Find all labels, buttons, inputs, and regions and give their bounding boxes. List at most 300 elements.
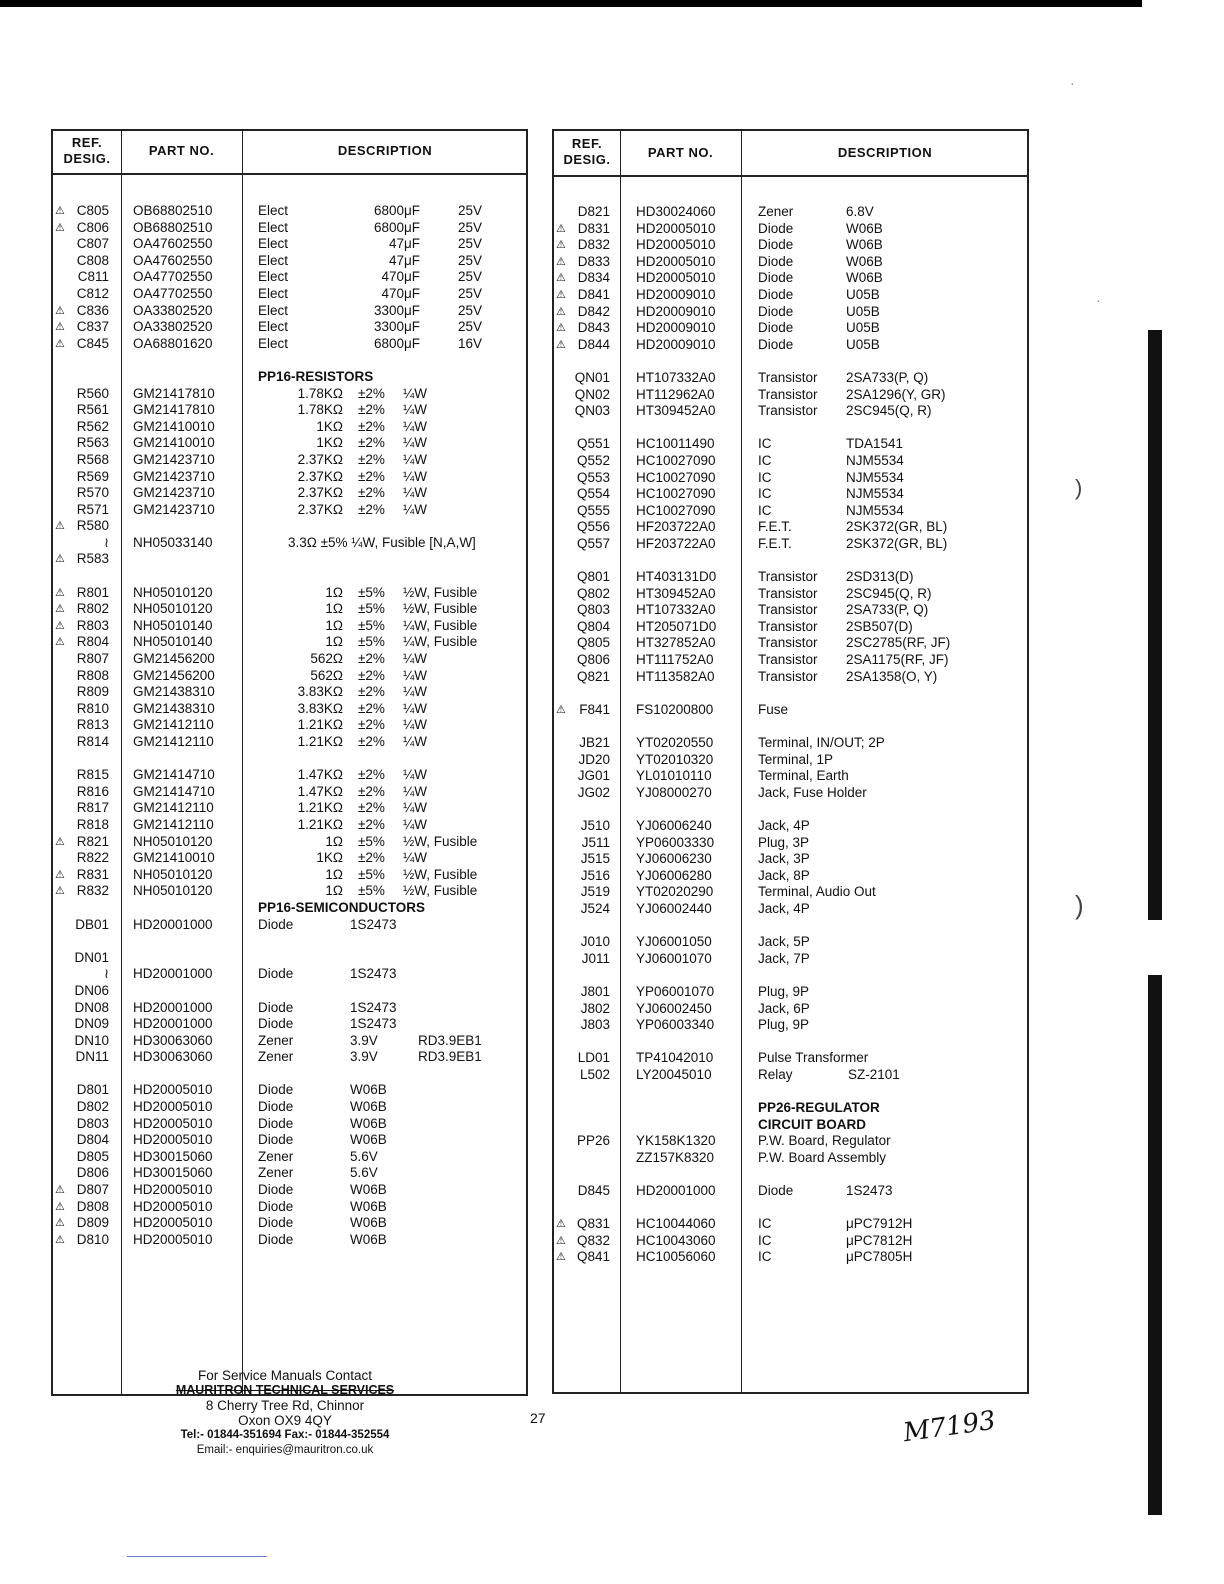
cell-part: HD20005010 <box>133 1198 213 1214</box>
table-row <box>554 669 1027 686</box>
cell-part: OA33802520 <box>133 302 213 318</box>
cell-ref: DN01 <box>74 949 109 965</box>
warning-triangle-icon: ⚠ <box>55 553 65 566</box>
cell-part: HT327852A0 <box>636 635 716 651</box>
table-row <box>53 834 526 851</box>
cell-w: ¼W <box>403 800 428 816</box>
cell-d3: 25V <box>458 319 483 335</box>
table-row <box>53 983 526 1000</box>
cell-ref: QN03 <box>574 403 610 419</box>
warning-triangle-icon: ⚠ <box>556 1251 566 1264</box>
table-row <box>554 436 1027 453</box>
table-row <box>53 867 526 884</box>
table-row <box>554 868 1027 885</box>
cell-part: HD20009010 <box>636 286 716 302</box>
table-row <box>554 453 1027 470</box>
warning-triangle-icon: ⚠ <box>55 868 65 881</box>
cell-part: NH05010120 <box>133 866 213 882</box>
scan-edge-bar <box>1148 330 1162 920</box>
cell-t: ±2% <box>358 850 385 866</box>
cell-d2: 470μF <box>381 269 420 285</box>
cell-full: Jack, Fuse Holder <box>758 784 867 800</box>
warning-triangle-icon: ⚠ <box>55 636 65 649</box>
table-row <box>554 536 1027 553</box>
table-row <box>53 386 526 403</box>
table-row <box>53 1232 526 1249</box>
table-row <box>554 984 1027 1001</box>
table-row <box>554 1017 1027 1034</box>
table-row <box>53 1165 526 1182</box>
cell-ref: DN10 <box>74 1032 109 1048</box>
cell-ref: DN11 <box>75 1049 109 1065</box>
cell-part: OB68802510 <box>133 203 213 218</box>
table-row <box>554 486 1027 503</box>
cell-resistance: 1KΩ <box>316 850 343 866</box>
cell-d1: Diode <box>758 320 794 336</box>
cell-ref: Q556 <box>576 519 610 535</box>
header-part-no: PART NO. <box>148 143 215 158</box>
cell-t: ±2% <box>358 468 385 484</box>
cell-d1: F.E.T. <box>758 519 792 535</box>
cell-d1: Transistor <box>758 386 818 402</box>
cell-ref: Q801 <box>576 569 610 585</box>
cell-d2: μPC7912H <box>846 1216 913 1232</box>
cell-ref: R815 <box>76 767 109 783</box>
cell-ref: Q557 <box>576 535 610 551</box>
table-row <box>53 336 526 353</box>
cell-d1: Diode <box>258 1215 294 1231</box>
cell-d2: 2SC945(Q, R) <box>846 585 932 601</box>
cell-resistance: 1Ω <box>325 584 343 600</box>
table-row <box>53 220 526 237</box>
cell-ref: R571 <box>76 501 109 517</box>
cell-part: NH05010120 <box>133 883 213 899</box>
table-row <box>53 917 526 934</box>
cell-part: YJ06006240 <box>636 817 712 833</box>
warning-triangle-icon: ⚠ <box>55 835 65 848</box>
warning-triangle-icon: ⚠ <box>55 586 65 599</box>
cell-ref: JD20 <box>578 751 610 767</box>
table-row <box>554 1249 1027 1266</box>
cell-d1: Transistor <box>758 602 818 618</box>
cell-t: ±2% <box>358 783 385 799</box>
cell-t: ±5% <box>358 617 385 633</box>
cell-part: HD20005010 <box>133 1082 213 1098</box>
table-row <box>554 818 1027 835</box>
cell-part: HC10011490 <box>636 436 715 452</box>
cell-ref: D821 <box>577 204 610 219</box>
cell-t: ±5% <box>358 833 385 849</box>
top-border-bar <box>0 0 1142 7</box>
cell-d2: W06B <box>350 1082 387 1098</box>
cell-part: NH05010120 <box>133 584 213 600</box>
cell-part: NH05033140 <box>133 534 213 550</box>
cell-part: GM21410010 <box>133 435 215 451</box>
cell-resistance: 2.37KΩ <box>297 485 343 501</box>
cell-ref: R816 <box>76 783 109 799</box>
cell-d2: 2SC945(Q, R) <box>846 403 932 419</box>
table-row <box>53 1132 526 1149</box>
cell-ref: Q806 <box>576 652 610 668</box>
cell-d3: 25V <box>458 203 483 218</box>
table-row <box>53 850 526 867</box>
cell-w: ¼W <box>403 651 428 667</box>
cell-part: HD30024060 <box>636 204 716 219</box>
table-row <box>554 951 1027 968</box>
cell-d1: Elect <box>258 236 289 252</box>
cell-ref: Q552 <box>576 452 610 468</box>
table-row <box>554 901 1027 918</box>
cell-ref: R563 <box>76 435 109 451</box>
cell-part: HD20001000 <box>133 966 213 982</box>
cell-ref: R809 <box>76 684 109 700</box>
cell-d2: W06B <box>846 220 883 236</box>
cell-full: P.W. Board Assembly <box>758 1149 887 1165</box>
cell-d2: W06B <box>350 1231 387 1247</box>
cell-part: HD20005010 <box>636 270 716 286</box>
cell-t: ±2% <box>358 435 385 451</box>
cell-part: HT111752A0 <box>636 652 714 668</box>
table-row <box>53 1000 526 1017</box>
cell-full: Pulse Transformer <box>758 1050 869 1066</box>
cell-ref: R804 <box>76 634 109 650</box>
cell-d2: W06B <box>350 1198 387 1214</box>
table-row <box>554 619 1027 636</box>
cell-resistance: 1.21KΩ <box>297 800 343 816</box>
cell-resistance: 2.37KΩ <box>297 451 343 467</box>
warning-triangle-icon: ⚠ <box>556 322 566 335</box>
cell-full: Jack, 8P <box>758 867 810 883</box>
cell-ref: PP26 <box>576 1133 610 1149</box>
cell-part: HT205071D0 <box>636 618 717 634</box>
cell-d1: Transistor <box>758 652 818 668</box>
cell-d1: Diode <box>258 1182 294 1198</box>
table-row <box>53 800 526 817</box>
cell-part: YJ06006280 <box>636 867 712 883</box>
cell-ref: Q821 <box>576 668 610 684</box>
cell-ref: C806 <box>76 219 109 235</box>
cell-d1: Elect <box>258 319 289 335</box>
spacer-row <box>554 685 1027 702</box>
cell-part: NH05010120 <box>133 833 213 849</box>
warning-triangle-icon: ⚠ <box>55 1184 65 1197</box>
cell-ref: D801 <box>76 1082 109 1098</box>
cell-d1: Transistor <box>758 618 818 634</box>
cell-part: GM21412110 <box>133 816 214 832</box>
cell-d2: W06B <box>846 253 883 269</box>
cell-d2: 2SA1296(Y, GR) <box>846 386 946 402</box>
cell-ref: R560 <box>76 385 109 401</box>
cell-d2: 2SA1358(O, Y) <box>846 668 938 684</box>
cell-d3: 25V <box>458 269 483 285</box>
cell-d2: 470μF <box>381 285 420 301</box>
cell-ref: C807 <box>76 236 109 252</box>
cell-t: ±2% <box>358 700 385 716</box>
cell-d2: 1S2473 <box>350 916 397 932</box>
cell-d1: Elect <box>258 335 289 351</box>
cell-t: ±2% <box>358 734 385 749</box>
cell-w: ¼W, Fusible <box>403 617 478 633</box>
header-ref-desig: REF. DESIG. <box>563 136 611 167</box>
cell-d1: Transistor <box>758 668 818 684</box>
cell-resistance: 1.47KΩ <box>297 783 343 799</box>
scan-mark: ) <box>1075 475 1083 500</box>
cell-w: ¼W, Fusible <box>403 634 478 650</box>
cell-ref: C845 <box>76 335 109 351</box>
cell-w: ¼W <box>403 501 428 517</box>
table-row <box>53 601 526 618</box>
table-row <box>53 784 526 801</box>
cell-d1: Elect <box>258 219 289 235</box>
cell-part: HC10027090 <box>636 469 716 485</box>
table-row <box>53 1149 526 1166</box>
cell-ref: D832 <box>577 237 610 253</box>
table-row <box>53 1182 526 1199</box>
table-row <box>554 934 1027 951</box>
cell-resistance: 1.78KΩ <box>297 402 343 418</box>
cell-ref: D809 <box>76 1215 109 1231</box>
cell-ref: QN02 <box>574 386 610 402</box>
cell-ref: ≀ <box>103 966 109 982</box>
cell-d2: 3.9V <box>350 1032 378 1048</box>
cell-resistance: 1Ω <box>325 617 343 633</box>
cell-ref: Q841 <box>576 1249 610 1265</box>
cell-full: Terminal, Earth <box>758 768 849 784</box>
warning-triangle-icon: ⚠ <box>556 1234 566 1247</box>
cell-part: HD20005010 <box>133 1132 213 1148</box>
cell-d1: Diode <box>758 1183 794 1199</box>
table-row <box>53 419 526 436</box>
cell-t: ±2% <box>358 767 385 783</box>
cell-w: ¼W <box>403 767 428 783</box>
table-row <box>53 950 526 967</box>
cell-full: Plug, 9P <box>758 1017 810 1033</box>
cell-part: HC10027090 <box>636 502 716 518</box>
cell-ref: R831 <box>76 866 109 882</box>
cell-part: HT309452A0 <box>636 585 716 601</box>
table-row <box>53 1049 526 1066</box>
footer-line: Email:- enquiries@mauritron.co.uk <box>196 1444 374 1456</box>
cell-d1: Elect <box>258 302 289 318</box>
cell-part: HC10027090 <box>636 486 716 502</box>
cell-d1: Elect <box>258 285 289 301</box>
cell-t: ±2% <box>358 717 385 733</box>
table-row <box>554 337 1027 354</box>
cell-full: Jack, 4P <box>758 900 810 916</box>
warning-triangle-icon: ⚠ <box>556 703 566 716</box>
section-heading <box>53 900 526 917</box>
header-part-no: PART NO. <box>647 145 714 160</box>
cell-d1: Transistor <box>758 569 818 585</box>
cell-d1: Elect <box>258 252 289 268</box>
cell-d1: Transistor <box>758 403 818 419</box>
cell-part: GM21412110 <box>133 734 214 749</box>
cell-resistance: 1Ω <box>325 866 343 882</box>
cell-t: ±5% <box>358 601 385 617</box>
cell-d1: Diode <box>258 1099 294 1115</box>
cell-w: ¼W <box>403 684 428 700</box>
cell-part: HD20009010 <box>636 320 716 336</box>
cell-ref: Q553 <box>576 469 610 485</box>
cell-d2: 1S2473 <box>350 1016 397 1032</box>
cell-d1: Relay <box>758 1066 793 1082</box>
cell-resistance: 1KΩ <box>316 418 343 434</box>
cell-w: ½W, Fusible <box>403 584 478 600</box>
cell-part: OA33802520 <box>133 319 213 335</box>
cell-d1: IC <box>758 1249 772 1265</box>
cell-ref: D802 <box>76 1099 109 1115</box>
divider <box>127 1556 267 1557</box>
cell-part: HD20001000 <box>636 1183 716 1199</box>
cell-ref: DN06 <box>74 982 109 998</box>
cell-part: GM21423710 <box>133 485 215 501</box>
warning-triangle-icon: ⚠ <box>55 1200 65 1213</box>
cell-ref: QN01 <box>574 369 610 385</box>
table-row <box>53 883 526 900</box>
cell-w: ¼W <box>403 402 428 418</box>
spacer-row <box>53 568 526 585</box>
cell-ref: R813 <box>76 717 109 733</box>
cell-part: HD20009010 <box>636 303 716 319</box>
table-row <box>53 286 526 303</box>
cell-part: HD30063060 <box>133 1049 213 1065</box>
warning-triangle-icon: ⚠ <box>55 321 65 334</box>
cell-d1: Diode <box>758 303 794 319</box>
cell-part: HD20005010 <box>636 253 716 269</box>
cell-part: HD20005010 <box>133 1115 213 1131</box>
cell-d1: Diode <box>258 966 294 982</box>
cell-part: YJ06001070 <box>636 950 712 966</box>
cell-d1: Zener <box>258 1049 294 1065</box>
table-row <box>53 402 526 419</box>
spacer-row <box>554 552 1027 569</box>
cell-ref: R801 <box>76 584 109 600</box>
cell-d1: IC <box>758 1216 772 1232</box>
cell-part: OA47702550 <box>133 269 213 285</box>
cell-d2: μPC7812H <box>846 1232 913 1248</box>
cell-ref: C837 <box>76 319 109 335</box>
table-row <box>554 835 1027 852</box>
cell-resistance: 3.83KΩ <box>297 684 343 700</box>
table-row <box>53 1082 526 1099</box>
cell-ref: J011 <box>581 950 610 966</box>
cell-t: ±2% <box>358 684 385 700</box>
table-row <box>554 851 1027 868</box>
cell-ref: J802 <box>580 1000 610 1016</box>
table-row <box>53 701 526 718</box>
cell-w: ½W, Fusible <box>403 866 478 882</box>
cell-ref: R583 <box>76 551 109 567</box>
warning-triangle-icon: ⚠ <box>556 272 566 285</box>
cell-t: ±2% <box>358 651 385 667</box>
cell-d1: Diode <box>758 336 794 352</box>
cell-ref: LD01 <box>577 1050 610 1066</box>
table-row <box>554 652 1027 669</box>
warning-triangle-icon: ⚠ <box>556 1218 566 1231</box>
cell-full: 3.3Ω ±5% ¼W, Fusible [N,A,W] <box>288 534 476 550</box>
footer-line: For Service Manuals Contact <box>197 1368 373 1383</box>
table-row <box>53 618 526 635</box>
cell-d1: Zener <box>258 1165 294 1181</box>
cell-t: ±2% <box>358 816 385 832</box>
cell-d2: μPC7805H <box>846 1249 913 1265</box>
warning-triangle-icon: ⚠ <box>55 221 65 234</box>
cell-part: OA47602550 <box>133 252 213 268</box>
cell-part: YT02020550 <box>636 735 714 750</box>
cell-d2: 6800μF <box>373 219 420 235</box>
table-row <box>53 684 526 701</box>
cell-ref: R569 <box>76 468 109 484</box>
cell-resistance: 1Ω <box>325 833 343 849</box>
table-row <box>554 221 1027 238</box>
cell-part: YJ06002440 <box>636 900 712 916</box>
cell-section: CIRCUIT BOARD <box>758 1116 866 1132</box>
table-row <box>53 651 526 668</box>
table-row <box>53 585 526 602</box>
cell-d1: Elect <box>258 203 289 218</box>
cell-d1: Zener <box>758 204 794 219</box>
cell-d1: Fuse <box>758 701 789 717</box>
table-row <box>53 1199 526 1216</box>
cell-resistance: 1.21KΩ <box>297 734 343 749</box>
header-description: DESCRIPTION <box>337 143 433 158</box>
table-row <box>554 735 1027 752</box>
cell-d2: U05B <box>846 320 880 336</box>
cell-full: Jack, 5P <box>758 934 810 950</box>
cell-d2: 6800μF <box>373 203 420 218</box>
table-row <box>554 287 1027 304</box>
cell-part: GM21410010 <box>133 850 215 866</box>
cell-d2: W06B <box>350 1132 387 1148</box>
cell-ref: D805 <box>76 1148 109 1164</box>
cell-w: ¼W <box>403 783 428 799</box>
table-row <box>554 586 1027 603</box>
table-row <box>53 1033 526 1050</box>
cell-d2: 6800μF <box>373 335 420 351</box>
cell-d2: 2SA1175(RF, JF) <box>846 652 949 668</box>
cell-d1: Transistor <box>758 585 818 601</box>
cell-d1: Diode <box>258 1016 294 1032</box>
cell-ref: R570 <box>76 485 109 501</box>
table-row <box>53 502 526 519</box>
cell-part: OA47602550 <box>133 236 213 252</box>
cell-t: ±5% <box>358 866 385 882</box>
cell-ref: Q832 <box>576 1232 610 1248</box>
cell-ref: D833 <box>577 253 610 269</box>
warning-triangle-icon: ⚠ <box>55 337 65 350</box>
cell-d2: 6.8V <box>846 204 874 219</box>
cell-d3: 25V <box>458 252 483 268</box>
cell-d2: 1S2473 <box>350 999 397 1015</box>
cell-d1: Transistor <box>758 369 818 385</box>
cell-ref: R562 <box>76 418 109 434</box>
cell-full: Plug, 3P <box>758 834 810 850</box>
cell-w: ¼W <box>403 435 428 451</box>
table-row <box>53 203 526 220</box>
cell-d1: Diode <box>258 1198 294 1214</box>
cell-d2: NJM5534 <box>846 502 904 518</box>
cell-ref: Q831 <box>576 1216 610 1232</box>
cell-d2: U05B <box>846 286 880 302</box>
cell-ref: D844 <box>577 336 610 352</box>
cell-resistance: 1.21KΩ <box>297 816 343 832</box>
warning-triangle-icon: ⚠ <box>556 338 566 351</box>
cell-full: Terminal, IN/OUT; 2P <box>758 735 885 750</box>
cell-ref: J524 <box>580 900 610 916</box>
cell-ref: DN08 <box>74 999 109 1015</box>
spacer-row <box>554 918 1027 935</box>
cell-ref: R810 <box>76 700 109 716</box>
